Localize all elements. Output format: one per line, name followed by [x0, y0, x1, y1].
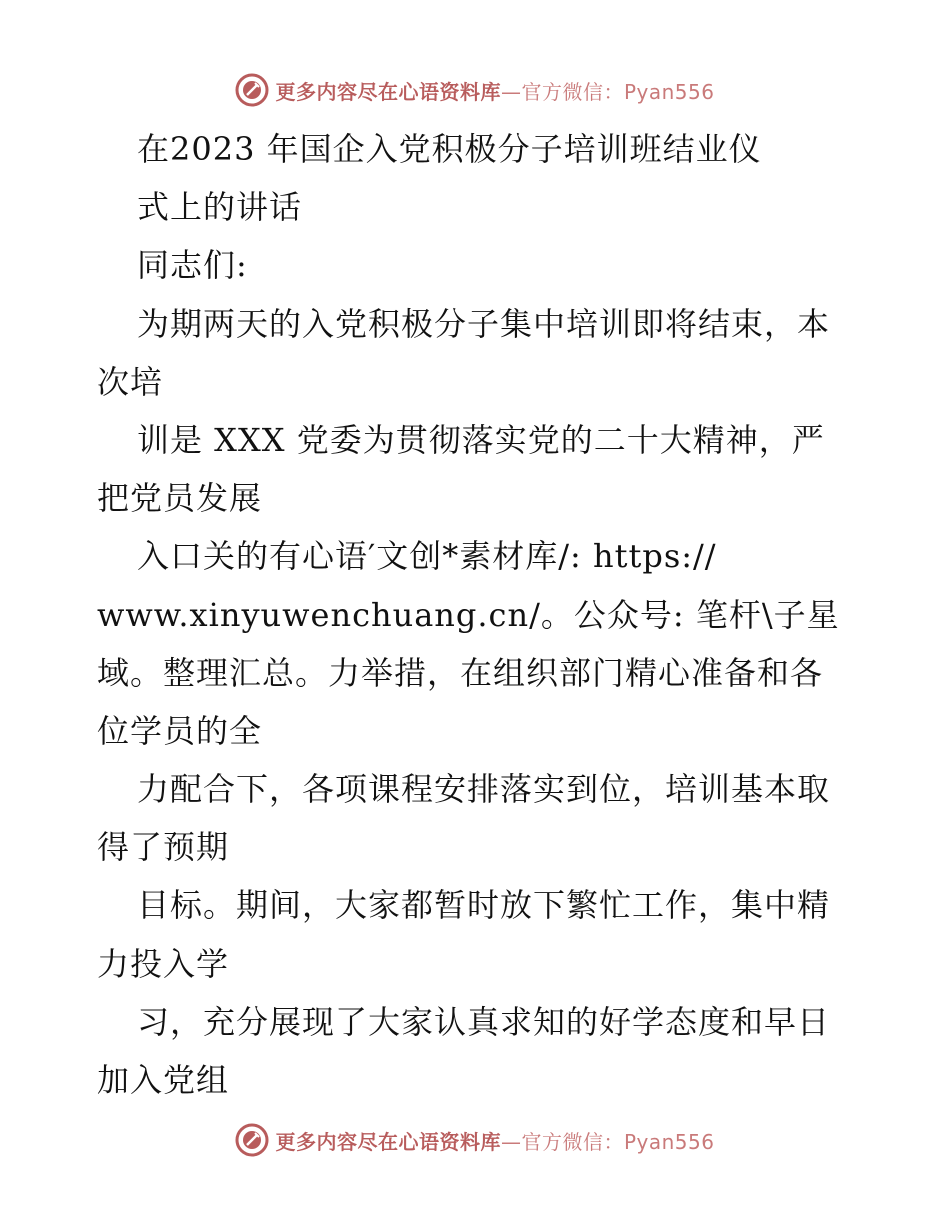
header-separator: —	[500, 79, 522, 104]
document-line: 式上的讲话	[137, 188, 303, 227]
header-wechat-text: 官方微信：Pyan556	[521, 79, 715, 104]
document-line: 在2023 年国企入党积极分子培训班结业仪	[137, 130, 762, 168]
document-line: 为期两天的入党积极分子集中培训即将结束，本	[137, 304, 831, 343]
document-line: 次培	[97, 362, 164, 401]
document-line: 入口关的有心语′文创*素材库/: https://	[137, 537, 717, 576]
seal-logo-icon	[235, 73, 269, 107]
document-line: 位学员的全	[97, 711, 263, 750]
footer-brand-text: 更多内容尽在心语资料库	[275, 1129, 501, 1154]
footer-banner	[0, 1120, 950, 1160]
document-body	[97, 120, 867, 1109]
seal-logo-icon	[235, 1123, 269, 1157]
document-line: www.xinyuwenchuang.cn/。公众号: 笔杆\子星	[97, 595, 840, 634]
document-line: 同志们:	[137, 246, 248, 285]
document-line: 习，充分展现了大家认真求知的好学态度和早日	[137, 1002, 831, 1041]
document-line: 目标。期间，大家都暂时放下繁忙工作，集中精	[137, 886, 831, 925]
document-line: 力投入学	[97, 944, 230, 983]
document-line: 域。整理汇总。力举措，在组织部门精心准备和各	[97, 653, 824, 692]
header-banner	[0, 70, 950, 110]
header-brand-text: 更多内容尽在心语资料库	[275, 79, 501, 104]
footer-separator: —	[500, 1129, 522, 1154]
document-line: 把党员发展	[97, 479, 263, 518]
footer-wechat-text: 官方微信：Pyan556	[521, 1129, 715, 1154]
document-line: 训是 XXX 党委为贯彻落实党的二十大精神，严	[137, 420, 825, 459]
document-line: 得了预期	[97, 828, 230, 867]
document-line: 加入党组	[97, 1061, 230, 1099]
document-line: 力配合下，各项课程安排落实到位，培训基本取	[137, 770, 831, 809]
